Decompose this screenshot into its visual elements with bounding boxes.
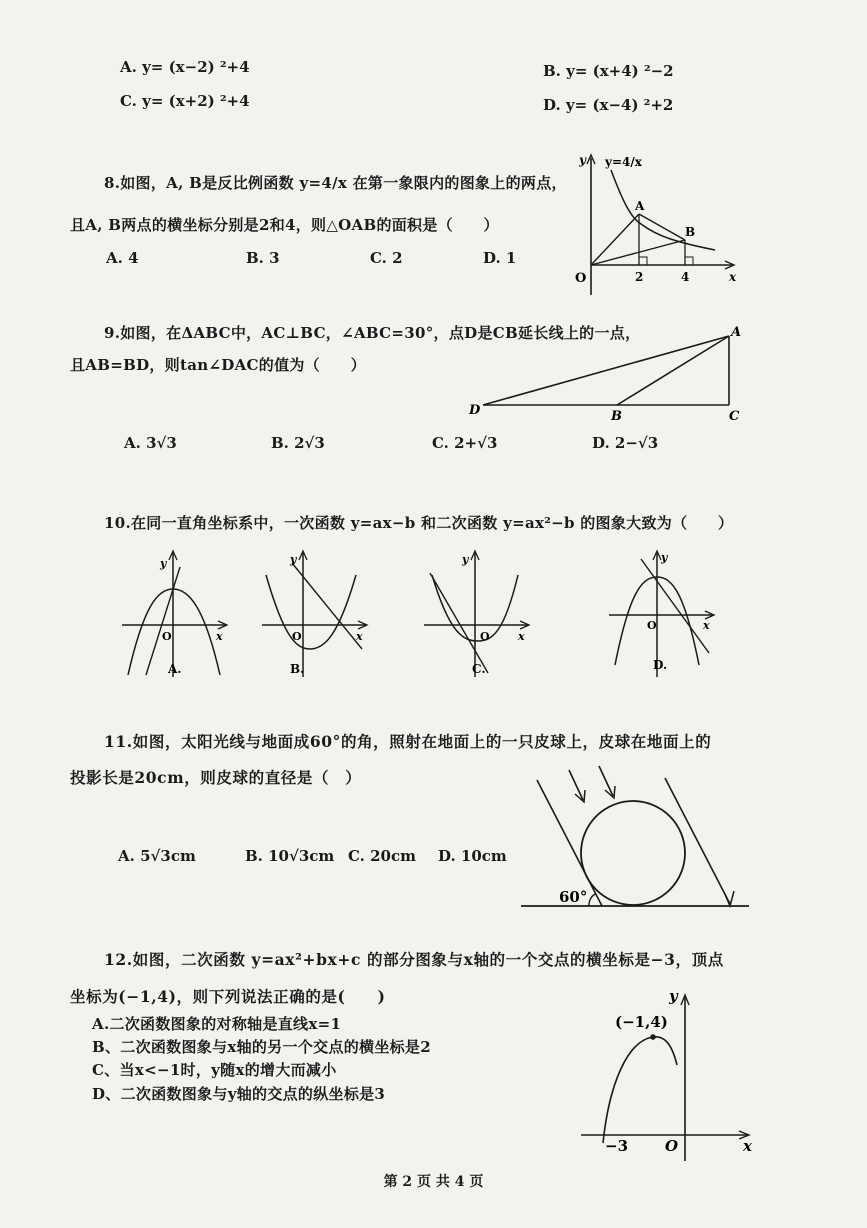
q10d-x-label: x (703, 619, 710, 632)
q10-graph-c (420, 545, 535, 680)
q10-stem: 10.在同一直角坐标系中，一次函数 y=ax−b 和二次函数 y=ax²−b 的图象大致为（ ） (104, 514, 734, 532)
q7-option-a: A. y= (x−2) ²+4 (120, 58, 250, 76)
q8-tick-2: 2 (635, 270, 644, 284)
q8-option-d: D. 1 (483, 249, 517, 267)
q8-figure (565, 150, 745, 300)
q9-label-b: B (611, 409, 622, 424)
q10c-option-label: C. (472, 662, 486, 676)
q8-y-axis-label: y (579, 153, 586, 167)
q10c-x-label: x (518, 630, 525, 643)
q12-option-a: A.二次函数图象的对称轴是直线x=1 (92, 1015, 342, 1033)
q10c-origin: O (480, 630, 490, 643)
q10d-origin: O (647, 619, 657, 632)
q9-label-d: D (469, 403, 481, 418)
q9-label-a: A (731, 325, 742, 340)
q10a-x-label: x (216, 630, 223, 643)
q12-stem-line1: 12.如图，二次函数 y=ax²+bx+c 的部分图象与x轴的一个交点的横坐标是−3，顶点 (104, 950, 724, 969)
q7-option-c: C. y= (x+2) ²+4 (120, 92, 250, 110)
q10b-x-label: x (356, 630, 363, 643)
q8-option-c: C. 2 (370, 249, 403, 267)
q9-stem-line2: 且AB=BD，则tan∠DAC的值为（ ） (70, 356, 366, 374)
q12-figure (575, 985, 760, 1165)
q10c-y-label: y (462, 553, 469, 566)
q9-figure (465, 320, 745, 430)
q11-option-c: C. 20cm (348, 847, 416, 865)
q12-stem-line2: 坐标为(−1,4)，则下列说法正确的是( ) (70, 987, 386, 1006)
q10b-y-label: y (290, 553, 297, 566)
q8-point-a: A (635, 199, 645, 213)
q12-vertex-label: (−1,4) (615, 1013, 668, 1031)
q8-origin: O (575, 271, 587, 286)
q9-option-a: A. 3√3 (124, 434, 177, 452)
q10d-y-label: y (661, 551, 668, 564)
q11-option-b: B. 10√3cm (245, 847, 335, 865)
q9-option-b: B. 2√3 (271, 434, 325, 452)
q11-stem-line2: 投影长是20cm，则皮球的直径是（ ） (70, 768, 362, 787)
q8-point-b: B (685, 225, 696, 239)
q8-option-a: A. 4 (106, 249, 139, 267)
q10-graph-a (118, 545, 233, 680)
page-footer: 第 2 页 共 4 页 (383, 1174, 484, 1190)
q9-option-d: D. 2−√3 (592, 434, 659, 452)
q10a-origin: O (162, 630, 172, 643)
q11-option-d: D. 10cm (438, 847, 507, 865)
q8-x-axis-label: x (729, 270, 737, 284)
q10a-option-label: A. (168, 662, 182, 676)
q9-label-c: C (729, 409, 740, 424)
q9-option-c: C. 2+√3 (432, 434, 498, 452)
q12-x-axis-label: x (743, 1137, 752, 1155)
q12-origin: O (665, 1137, 679, 1155)
q8-tick-4: 4 (681, 270, 690, 284)
q11-angle-label: 60° (559, 888, 588, 906)
q7-option-d: D. y= (x−4) ²+2 (543, 96, 674, 114)
q10-graph-d (605, 545, 720, 680)
q11-stem-line1: 11.如图，太阳光线与地面成60°的角，照射在地面上的一只皮球上，皮球在地面上的 (104, 732, 712, 751)
q11-figure (515, 760, 755, 915)
q12-option-c: C、当x<−1时，y随x的增大而减小 (92, 1061, 337, 1079)
q10-graph-b (258, 545, 373, 680)
q12-option-b: B、二次函数图象与x轴的另一个交点的横坐标是2 (92, 1038, 431, 1056)
q10d-option-label: D. (653, 658, 668, 672)
q10b-option-label: B. (290, 662, 305, 676)
q10b-origin: O (292, 630, 302, 643)
q10a-y-label: y (160, 557, 167, 570)
q7-option-b: B. y= (x+4) ²−2 (543, 62, 674, 80)
q11-option-a: A. 5√3cm (118, 847, 196, 865)
q8-stem-line2: 且A, B两点的横坐标分别是2和4，则△OAB的面积是（ ） (70, 216, 499, 234)
q12-option-d: D、二次函数图象与y轴的交点的纵坐标是3 (92, 1085, 386, 1103)
q8-func-label: y=4/x (605, 155, 642, 169)
q8-stem-line1: 8.如图，A, B是反比例函数 y=4/x 在第一象限内的图象上的两点， (104, 174, 567, 192)
q9-stem-line1: 9.如图，在ΔABC中，AC⊥BC，∠ABC=30°，点D是CB延长线上的一点， (104, 324, 641, 342)
q12-root-label: −3 (605, 1137, 629, 1155)
q8-option-b: B. 3 (246, 249, 280, 267)
q12-y-axis-label: y (669, 987, 678, 1005)
